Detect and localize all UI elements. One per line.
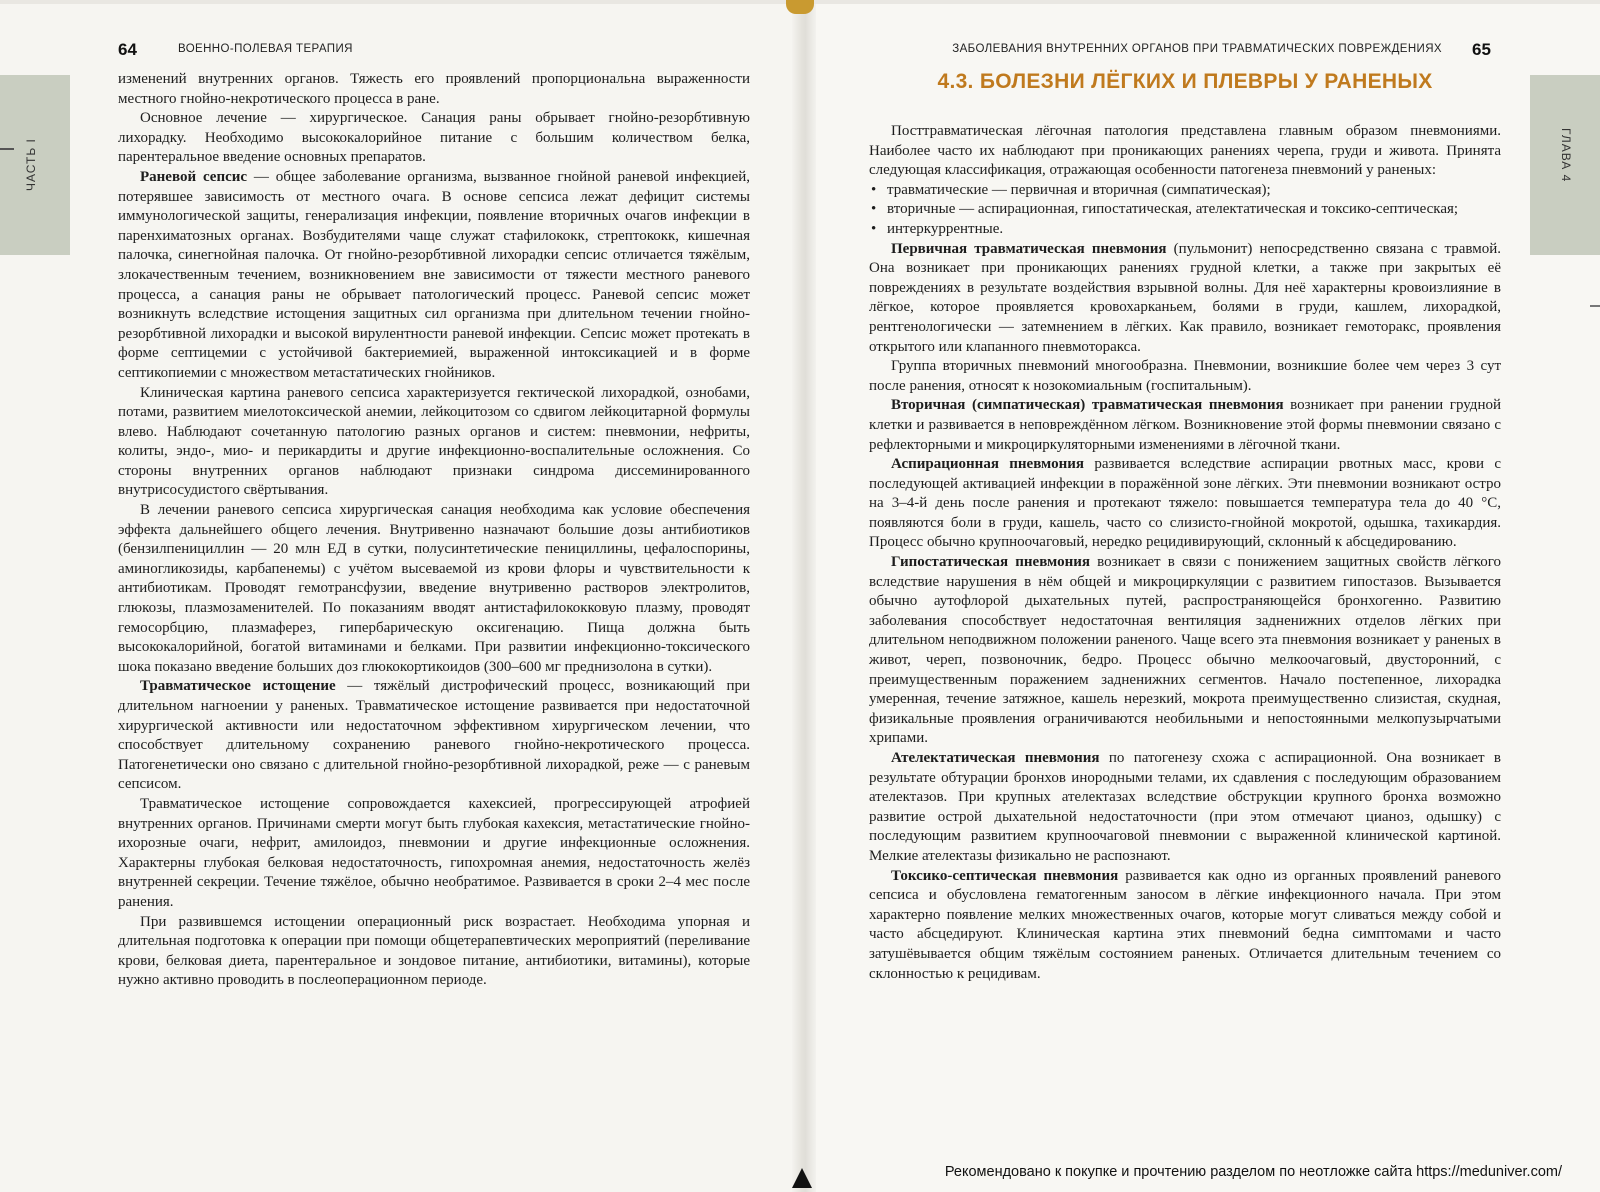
paragraph-text: При развившемся истощении операционный риск возрастает. Необходима упорная и длительная подготовка к операции при помощи общетерапевтических мероприятий (переливание крови, белковая диета, парентеральное и зондовое питание, антибиотики, витамины), которые нужно активно проводить в послеоперационном периоде. [118, 913, 750, 989]
term-heading: Гипостатическая пневмония [891, 554, 1090, 571]
paragraph-text: (пульмонит) непосредственно связана с травмой. Она возникает при проникающих ранениях грудной клетки, а также при закрытых её повреждениях в результате воздействия взрывной волны. Для неё характерны кровоизлияние в лёгкое, которое проявляется кровохарканьем, болями в груди, кашлем, лихорадкой, рентгенологически — затемнением в лёгких. Как правило, возникает гемоторакс, проявления открытого или клапанного пневмоторакса. [869, 240, 1501, 355]
paragraph-text: — общее заболевание организма, вызванное гнойной раневой инфекцией, потерявшее зависимость от местного очага. В основе сепсиса лежат дефицит системы иммунологической защиты, генерализация инфекции, появление вторичных очагов инфекции в паренхиматозных органах. Возбудителями чаще служат стафилококк, стрептококк, кишечная палочка, синегнойная палочка. От гнойно-резорбтивной лихорадки сепсис отличается тяжёлым, злокачественным течением, возникновением вне зависимости от тяжести местного раневого процесса, а санация раны не обрывает патологический процесс. Раневой сепсис может возникнуть вследствие истощения защитных сил организма при длительном течении гнойно-резорбтивной лихорадки и высокой вирулентности раневой инфекции. Сепсис может протекать в форме септицемии с устойчивой бактериемией, выраженной интоксикацией и в форме септикопиемии с множеством метастатических гнойников. [118, 168, 751, 381]
right-paragraphs [869, 240, 1501, 985]
left-running-head: ВОЕННО-ПОЛЕВАЯ ТЕРАПИЯ [178, 43, 353, 55]
paragraph-text: Травматическое истощение сопровождается кахексией, прогрессирующей атрофией внутренних органов. Причинами смерти могут быть глубокая кахексия, метастатические гнойно-ихорозные очаги, нефрит, амилоидоз, пневмонии и другие инфекционные осложнения. Характерны глубокая белковая недостаточность, гипохромная анемия, недостаточность желёз внутренней секреции. Течение тяжёлое, обычно необратимое. Развивается в сроки 2–4 мес после ранения. [118, 795, 750, 910]
paragraph [869, 240, 1501, 358]
paragraph [869, 357, 1501, 396]
paragraph-text: возникает в связи с понижением защитных свойств лёгкого вследствие нарушения в нём общей и микроциркуляции с развитием гипостазов. Вызывается обычно аутофлорой дыхательных путей, распространяющейся бронхогенно. Развитию заболевания способствует недостаточная вентиляция задненижних отделов лёгких при длительном неподвижном положении раненого. Чаще всего эта пневмония возникает у раненых в живот, череп, позвоночник, бедро. Процесс обычно мелкоочаговый, двусторонний, с преимущественным поражением задненижних сегментов. Начало постепенное, лихорадка умеренная, течение затяжное, кашель нерезкий, мокрота преимущественно слизистая, скудная, физикальные проявления ограничиваются необильными и непостоянными мелкопузырчатыми хрипами. [869, 554, 1501, 747]
term-heading: Травматическое истощение [140, 678, 336, 695]
paragraph-text: по патогенезу схожа с аспирационной. Она возникает в результате обтурации бронхов инородными телами, их сдавления с последующим образованием ателектазов. При крупных ателектазах вследствие обструкции крупного бронха возможно развитие острой дыхательной недостаточности (при этом отмечают цианоз, одышку) с последующим развитием крупноочаговой пневмонии с выраженной клинической картиной. Мелкие ателектазы физикально не распознают. [869, 750, 1502, 864]
paragraph [118, 109, 750, 168]
section-title: 4.3. БОЛЕЗНИ ЛЁГКИХ И ПЛЕВРЫ У РАНЕНЫХ [937, 70, 1433, 93]
paragraph-text: — тяжёлый дистрофический процесс, возникающий при длительном нагноении у раненых. Травматическое истощение развивается при недостаточной хирургической активности или недостаточном эффективном хирургическом лечении, что способствует длительному сохранению раневого гнойно-некротического процесса. Патогенетически оно связано с длительной гнойно-резорбтивной лихорадкой, реже — с раневым сепсисом. [118, 678, 750, 793]
paragraph-text: развивается как одно из органных проявлений раневого сепсиса и обусловлена гематогенным заносом в лёгкие инфекционного начала. При этом характерно появление мелких множественных очагов, которые могут сливаться между собой и часто абсцедируют. Клиническая картина этих пневмоний бедна симптомами и часто затушёвывается общим тяжёлым состоянием раненых. Отличается длительным течением со склонностью к рецидивам. [869, 867, 1501, 982]
paragraph [869, 455, 1501, 553]
paragraph [118, 913, 750, 991]
left-edge-mark [0, 148, 14, 150]
right-edge-mark [1590, 305, 1600, 307]
page-corner-arrow [792, 1168, 812, 1188]
list-item: • вторичные — аспирационная, гипостатическая, ателектатическая и токсико-септическая; [883, 200, 1501, 220]
term-heading: Вторичная (симпатическая) травматическая пневмония [891, 397, 1284, 414]
paragraph [118, 677, 750, 795]
paragraph-text: Основное лечение — хирургическое. Санация раны обрывает гнойно-резорбтивную лихорадку. Необходимо высококалорийное питание с большим количеством белка, парентеральное введение основных препаратов. [118, 110, 750, 166]
paragraph [869, 396, 1501, 455]
paragraph-text: Группа вторичных пневмоний многообразна. Пневмонии, возникшие более чем через 3 сут после ранения, относят к нозокомиальным (госпитальным). [869, 358, 1501, 394]
paragraph-text: Клиническая картина раневого сепсиса характеризуется гектической лихорадкой, ознобами, потами, развитием миелотоксической анемии, лейкоцитозом со сдвигом лейкоцитарной формулы влево. Наблюдают сочетанную патологию разных органов и систем: пневмонии, нефриты, колиты, эндо-, мио- и перикардиты и другие инфекционно-воспалительные осложнения. Со стороны внутренних органов наблюдают признаки синдрома диссеминированного внутрисосудистого свёртывания. [118, 384, 750, 499]
left-side-tab-label: ЧАСТЬ I [24, 138, 38, 192]
paragraph [869, 867, 1501, 985]
term-heading: Первичная травматическая пневмония [891, 240, 1167, 257]
book-gutter [792, 0, 816, 1192]
list-item: • травматические — первичная и вторичная (симпатическая); [883, 181, 1501, 201]
right-page-number: 65 [1472, 40, 1491, 59]
term-heading: Аспирационная пневмония [891, 456, 1084, 473]
paragraph-text: изменений внутренних органов. Тяжесть его проявлений пропорциональна выраженности местного гнойно-некротического процесса в ране. [118, 71, 750, 107]
term-heading: Раневой сепсис [140, 168, 248, 185]
paragraph-text: В лечении раневого сепсиса хирургическая санация необходима как условие обеспечения эффекта дальнейшего общего лечения. Внутривенно назначают большие дозы антибиотиков (бензилпенициллин — 20 млн ЕД в сутки, полусинтетические пенициллины, цефалоспорины, аминогликозиды, карбапенемы) с учётом высеваемой из крови флоры и чувствительности к антибиотикам. Проводят гемотрансфузии, введение внутривенно растворов электролитов, глюкозы, плазмозаменителей. По показаниям вводят антистафилококковую плазму, проводят гемосорбцию, плазмаферез, гипербарическую оксигенацию. Пища должна быть высококалорийной, богатой витаминами и белками. При развитии инфекционно-токсического шока показано введение больших доз глюкокортикоидов (300–600 мг преднизолона в сутки). [118, 502, 750, 675]
left-text-column [118, 70, 750, 991]
left-page-number: 64 [118, 40, 137, 59]
classification-list [869, 181, 1501, 240]
paragraph-text: развивается вследствие аспирации рвотных масс, крови с последующей активацией инфекции в поражённой зоне лёгких. Эти пневмонии возникают остро на 3–4-й день после ранения и протекают тяжело: повышается температура тела до 40 °С, появляются боли в груди, кашель, часто со слизисто-гнойной мокротой, одышка, тахикардия. Процесс обычно крупноочаговый, нередко рецидивирующий, склонный к абсцедированию. [869, 456, 1501, 551]
paragraph [118, 384, 750, 502]
paragraph [118, 168, 750, 384]
term-heading: Ателектатическая пневмония [891, 750, 1100, 766]
paragraph [118, 795, 750, 913]
paragraph [118, 501, 750, 677]
intro-paragraph: Посттравматическая лёгочная патология представлена главным образом пневмониями. Наиболее часто их наблюдают при проникающих ранениях черепа, груди и живота. Принята следующая классификация, отражающая особенности патогенеза пневмоний у раненых: [869, 123, 1501, 179]
paragraph-text: возникает при ранении грудной клетки и развивается в неповреждённом лёгком. Возникновение этой формы пневмонии связано с рефлекторными и микроциркуляторными изменениями в лёгочной ткани. [869, 397, 1501, 453]
list-item: • интеркуррентные. [883, 220, 1501, 240]
right-side-tab-label: ГЛАВА 4 [1559, 127, 1573, 183]
paragraph [869, 553, 1501, 749]
paragraph [869, 749, 1501, 867]
term-heading: Токсико-септическая пневмония [891, 867, 1119, 884]
footer-note: Рекомендовано к покупке и прочтению разделом по неотложке сайта https://meduniver.com/ [944, 1164, 1562, 1180]
right-text-column [869, 122, 1501, 984]
paragraph [118, 70, 750, 109]
bookmark-ribbon [786, 0, 814, 14]
right-running-head: ЗАБОЛЕВАНИЯ ВНУТРЕННИХ ОРГАНОВ ПРИ ТРАВМАТИЧЕСКИХ ПОВРЕЖДЕНИЯХ [952, 43, 1442, 55]
